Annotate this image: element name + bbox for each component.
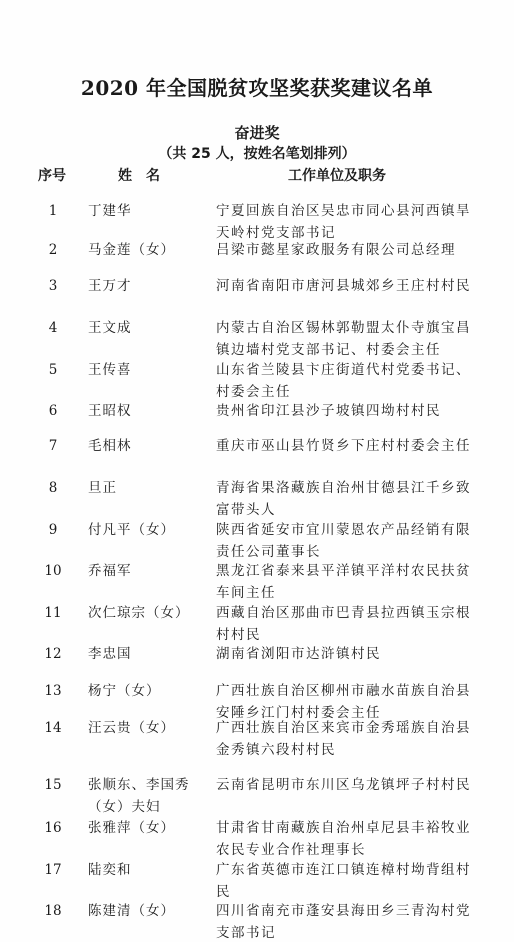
- awardee-name: 汪云贵（女）: [88, 720, 175, 736]
- row-number: 17: [44, 862, 62, 878]
- award-name: 奋进奖: [234, 124, 280, 142]
- awardee-unit: 内蒙古自治区锡林郭勒盟太仆寺旗宝昌镇边墙村党支部书记、村委会主任: [216, 320, 471, 358]
- row-number: 9: [48, 522, 58, 538]
- row-number: 16: [44, 820, 62, 836]
- awardee-name: 杨宁（女）: [88, 683, 161, 699]
- row-number: 13: [44, 683, 62, 699]
- awardee-unit: 重庆市巫山县竹贤乡下庄村村委会主任: [216, 438, 471, 454]
- awardee-unit: 贵州省印江县沙子坡镇四坳村村民: [216, 403, 441, 419]
- header-number: 序号: [38, 168, 66, 184]
- awardee-name: 陆奕和: [88, 862, 132, 878]
- row-number: 18: [44, 903, 62, 919]
- awardee-unit: 吕梁市懿星家政服务有限公司总经理: [216, 242, 456, 258]
- header-name: 姓 名: [118, 168, 160, 184]
- row-number: 11: [44, 605, 62, 621]
- row-number: 10: [44, 563, 62, 579]
- awardee-name: 张顺东、李国秀（女）夫妇: [88, 777, 190, 815]
- awardee-name: 李忠国: [88, 646, 132, 662]
- awardee-name: 旦正: [88, 480, 117, 496]
- awardee-name: 王昭权: [88, 403, 132, 419]
- awardee-name: 付凡平（女）: [88, 522, 175, 538]
- row-number: 7: [48, 438, 58, 454]
- awardee-unit: 广西壮族自治区来宾市金秀瑶族自治县金秀镇六段村村民: [216, 720, 471, 758]
- awardee-name: 陈建清（女）: [88, 903, 175, 919]
- awardee-unit: 陕西省延安市宜川蒙恩农产品经销有限责任公司董事长: [216, 522, 471, 560]
- awardee-unit: 青海省果洛藏族自治州甘德县江千乡致富带头人: [216, 480, 471, 518]
- row-number: 3: [48, 278, 58, 294]
- row-number: 4: [48, 320, 58, 336]
- awardee-unit: 四川省南充市蓬安县海田乡三青沟村党支部书记: [216, 903, 471, 941]
- awardee-unit: 广东省英德市连江口镇连樟村坳背组村民: [216, 862, 471, 900]
- awardee-unit: 广西壮族自治区柳州市融水苗族自治县安陲乡江门村村委会主任: [216, 683, 471, 721]
- award-note: （共 25 人，按姓名笔划排列）: [158, 146, 356, 162]
- awardee-unit: 甘肃省甘南藏族自治州卓尼县丰裕牧业农民专业合作社理事长: [216, 820, 471, 858]
- awardee-name: 王文成: [88, 320, 132, 336]
- awardee-unit: 河南省南阳市唐河县城郊乡王庄村村民: [216, 278, 471, 294]
- awardee-name: 马金莲（女）: [88, 242, 175, 258]
- row-number: 1: [48, 203, 58, 219]
- row-number: 6: [48, 403, 58, 419]
- awardee-unit: 山东省兰陵县卞庄街道代村党委书记、村委会主任: [216, 362, 471, 400]
- awardee-unit: 西藏自治区那曲市巴青县拉西镇玉宗根村村民: [216, 605, 471, 643]
- awardee-name: 王传喜: [88, 362, 132, 378]
- header-unit: 工作单位及职务: [288, 168, 386, 184]
- awardee-name: 王万才: [88, 278, 132, 294]
- awardee-unit: 黑龙江省泰来县平洋镇平洋村农民扶贫车间主任: [216, 563, 471, 601]
- row-number: 14: [44, 720, 62, 736]
- row-number: 2: [48, 242, 58, 258]
- row-number: 15: [44, 777, 62, 793]
- awardee-name: 毛相林: [88, 438, 132, 454]
- row-number: 12: [44, 646, 62, 662]
- row-number: 5: [48, 362, 58, 378]
- awardee-name: 次仁琼宗（女）: [88, 605, 190, 621]
- awardee-unit: 云南省昆明市东川区乌龙镇坪子村村民: [216, 777, 471, 793]
- awardee-unit: 湖南省浏阳市达浒镇村民: [216, 646, 381, 662]
- awardee-name: 丁建华: [88, 203, 132, 219]
- awardee-name: 张雅萍（女）: [88, 820, 175, 836]
- row-number: 8: [48, 480, 58, 496]
- document-title: 2020 年全国脱贫攻坚奖获奖建议名单: [80, 76, 434, 100]
- awardee-unit: 宁夏回族自治区吴忠市同心县河西镇旱天岭村党支部书记: [216, 203, 471, 241]
- awardee-name: 乔福军: [88, 563, 132, 579]
